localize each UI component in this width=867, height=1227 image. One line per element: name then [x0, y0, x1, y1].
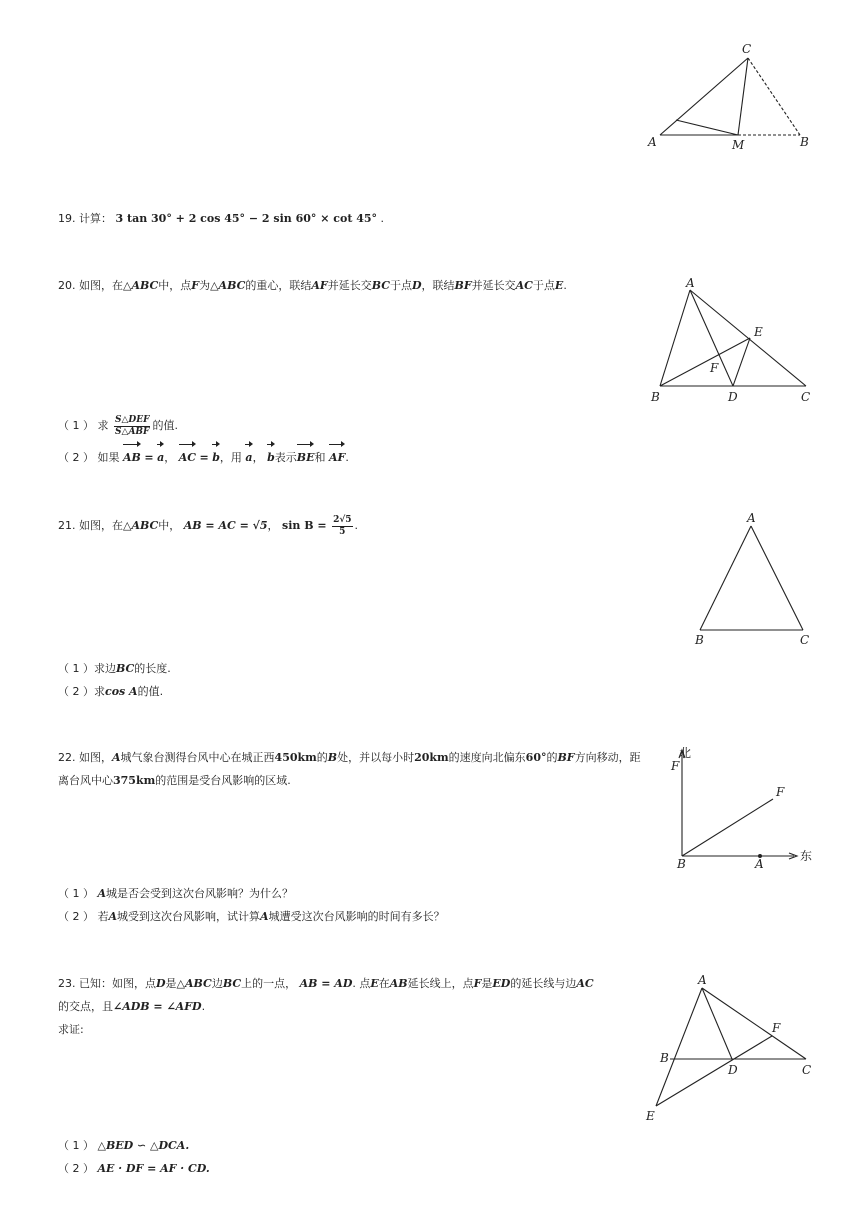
label-c: C	[800, 633, 810, 647]
math: AE · DF = AF · CD.	[97, 1162, 210, 1175]
math: 375km	[113, 774, 156, 787]
equals: =	[199, 451, 209, 464]
label-a: A	[755, 857, 764, 871]
text: ，用	[219, 451, 242, 464]
text: 上的一点，	[241, 977, 297, 990]
denominator: 5	[339, 526, 346, 537]
text: 城是否会受到这次台风影响？为什么？	[106, 887, 294, 900]
math: △ABC	[123, 519, 159, 532]
math: △ABC	[210, 279, 246, 292]
text: 如图，	[79, 751, 112, 764]
text: 若	[97, 910, 109, 923]
math-sin: sin B =	[282, 519, 327, 532]
text: 如图，在	[79, 519, 123, 532]
math: BC	[222, 977, 242, 990]
text: 的长度.	[134, 662, 171, 675]
math: AB	[389, 977, 408, 990]
text: ，	[267, 519, 279, 532]
math: BC	[371, 279, 390, 292]
segment-ae	[656, 988, 702, 1106]
math: AC	[515, 279, 533, 292]
vector-a: a	[157, 443, 164, 469]
math: A	[260, 910, 269, 923]
math: △ABC	[123, 279, 159, 292]
math: △BED ∽ △DCA.	[97, 1139, 190, 1152]
period: .	[380, 212, 385, 225]
math: cos A	[105, 685, 138, 698]
math: 450km	[274, 751, 317, 764]
text: 已知：如图，点	[79, 977, 156, 990]
label-e: E	[646, 1109, 655, 1123]
label-b: B	[651, 390, 660, 404]
numerator: 2√5	[333, 514, 352, 525]
segment-ef	[656, 1036, 772, 1106]
label-m: M	[732, 138, 745, 152]
text: 的值.	[137, 685, 164, 698]
text: 是	[481, 977, 493, 990]
math: 20km	[414, 751, 449, 764]
text: （ 2 ）求	[58, 685, 105, 698]
label-b: B	[695, 633, 704, 647]
part-number: （ 2 ）	[58, 451, 94, 464]
label-f: F	[710, 361, 719, 375]
text: 的	[316, 751, 328, 764]
text: 的范围是受台风影响的区域.	[155, 774, 291, 787]
text: 求	[97, 419, 109, 432]
text: 的交点，且	[58, 1000, 113, 1013]
text: 的值.	[152, 419, 178, 432]
vector-a: a	[245, 443, 252, 469]
vector-b: b	[267, 443, 275, 469]
math: A	[112, 751, 121, 764]
math: A	[108, 910, 118, 923]
math: ∠ADB = ∠AFD	[113, 1000, 202, 1013]
text: 并延长交	[327, 279, 372, 292]
math: D	[156, 977, 166, 990]
vector-b: b	[212, 443, 220, 469]
label-a: A	[698, 973, 707, 987]
text: 于点	[532, 279, 555, 292]
label-north: 北	[679, 746, 692, 760]
question-number: 23.	[58, 977, 76, 990]
part-number: （ 1 ）	[58, 1139, 94, 1152]
text: 城气象台测得台风中心在城正西	[120, 751, 275, 764]
math-equation: AB = AC = √5	[183, 519, 268, 532]
text: 求证:	[58, 1023, 84, 1036]
text: 为	[199, 279, 211, 292]
label-a: A	[686, 276, 695, 290]
label-f: F	[772, 1021, 781, 1035]
label-f: F	[776, 785, 785, 799]
text: 的延长线与边	[510, 977, 577, 990]
vector-ab: AB	[123, 443, 141, 469]
math: F	[191, 279, 200, 292]
question-number: 20.	[58, 279, 76, 292]
math: △ABC	[176, 977, 212, 990]
math: 60°	[525, 751, 547, 764]
label-a: A	[648, 135, 657, 149]
label-c: C	[801, 390, 811, 404]
label-a: A	[747, 511, 756, 525]
math: BF	[454, 279, 472, 292]
text: 处，并以每小时	[337, 751, 415, 764]
vector-be: BE	[297, 443, 315, 469]
text: 边	[211, 977, 223, 990]
text: ，联结	[421, 279, 455, 292]
part-number: （ 1 ）	[58, 419, 94, 432]
math: A	[97, 887, 107, 900]
label-d: D	[728, 1063, 738, 1077]
question-number: 19.	[58, 212, 76, 225]
label-f-north: F	[671, 759, 680, 773]
math: AC	[576, 977, 594, 990]
label-b: B	[800, 135, 809, 149]
math: BC	[116, 662, 135, 675]
text: 如果	[97, 451, 120, 464]
question-number: 22.	[58, 751, 76, 764]
label-d: D	[728, 390, 738, 404]
math: F	[473, 977, 482, 990]
text: . 点	[352, 977, 371, 990]
period: .	[345, 451, 349, 464]
question-number: 21.	[58, 519, 76, 532]
label-b: B	[677, 857, 686, 871]
text: 和	[314, 451, 326, 464]
text: .	[201, 1000, 206, 1013]
math: BF	[557, 751, 575, 764]
segment-ac	[702, 988, 806, 1059]
text: 于点	[389, 279, 412, 292]
label-c: C	[742, 42, 752, 56]
comma: ，	[164, 451, 176, 464]
text: .	[563, 279, 567, 292]
text: 并延长交	[471, 279, 516, 292]
text: 中，	[158, 519, 181, 532]
text: （ 1 ）求边	[58, 662, 116, 675]
text: 离台风中心	[58, 774, 113, 787]
math: AB = AD	[299, 977, 353, 990]
text: 延长线上，点	[407, 977, 474, 990]
equals: =	[144, 451, 154, 464]
label-c: C	[802, 1063, 812, 1077]
text: 在	[378, 977, 390, 990]
math: AF	[311, 279, 328, 292]
numerator-subscript: △DEF	[121, 414, 150, 425]
numerator: S	[115, 414, 122, 425]
text: 如图，在	[79, 279, 123, 292]
denominator-subscript: △ABF	[121, 426, 150, 437]
text: 城受到这次台风影响，试计算	[117, 910, 261, 923]
math: E	[370, 977, 379, 990]
label-b: B	[660, 1051, 669, 1065]
math: ED	[492, 977, 511, 990]
text: 的	[546, 751, 558, 764]
period: .	[354, 519, 359, 532]
vector-ac: AC	[179, 443, 196, 469]
label-east: 东	[800, 849, 813, 863]
math-expression: 3 tan 30° + 2 cos 45° − 2 sin 60° × cot 45°	[115, 212, 378, 225]
part-number: （ 2 ）	[58, 1162, 94, 1175]
text: 是	[165, 977, 177, 990]
math: D	[411, 279, 422, 292]
part-number: （ 2 ）	[58, 910, 94, 923]
math: E	[554, 279, 564, 292]
text: 方向移动，距	[574, 751, 641, 764]
text: 城遭受这次台风影响的时间有多长？	[268, 910, 445, 923]
vector-af: AF	[329, 443, 345, 469]
text: 中，点	[158, 279, 192, 292]
text: 表示	[274, 451, 297, 464]
math: B	[327, 751, 338, 764]
label-e: E	[754, 325, 763, 339]
comma: ，	[252, 451, 264, 464]
question-prefix: 计算：	[79, 212, 112, 225]
part-number: （ 1 ）	[58, 887, 94, 900]
denominator: S	[115, 426, 122, 437]
text: 的速度向北偏东	[448, 751, 526, 764]
text: 的重心，联结	[245, 279, 312, 292]
